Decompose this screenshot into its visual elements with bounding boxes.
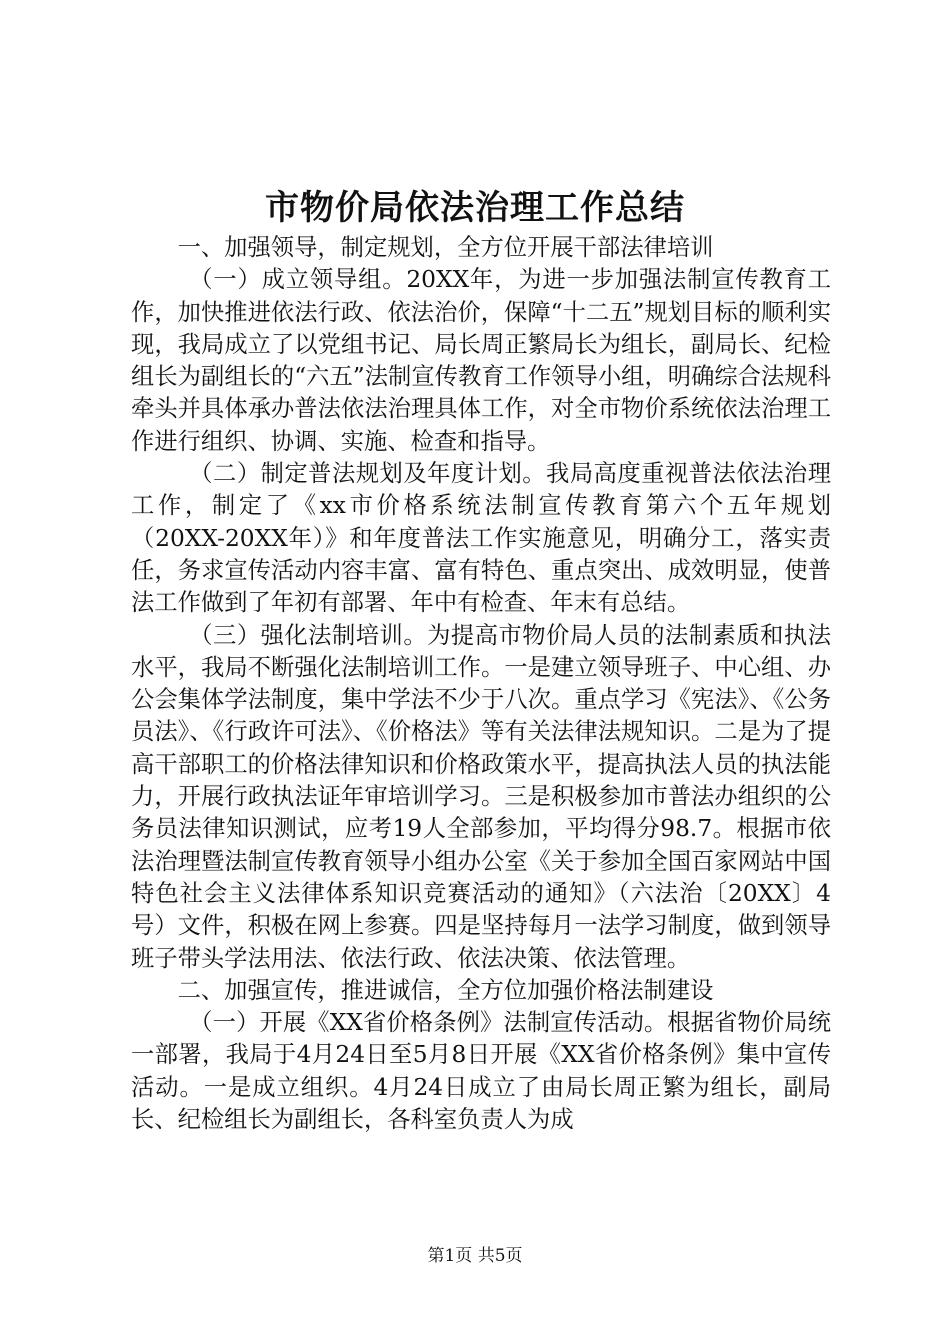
document-title: 市物价局依法治理工作总结 [265, 188, 685, 228]
section-heading: 二、加强宣传，推进诚信，全方位加强价格法制建设 [177, 976, 714, 1004]
body-paragraph: （二）制定普法规划及年度计划。我局高度重视普法依法治理工作，制定了《xx市价格系统法制宣传教育第六个五年规划（20XX-20XX年）》和年度普法工作实施意见，明确分工，落实责任，务求宣传活动内容丰富、富有特色、重点突出、成效明显，使普法工作做到了年初有部署、年中有检查、年末有总结。 [131, 460, 831, 617]
body-paragraph: （一）成立领导组。20XX年，为进一步加强法制宣传教育工作，加快推进依法行政、依法治价，保障“十二五”规划目标的顺利实现，我局成立了以党组书记、局长周正繁局长为组长，副局长、纪检组长为副组长的“六五”法制宣传教育工作领导小组，明确综合法规科牵头并具体承办普法依法治理具体工作，对全市物价系统依法治理工作进行组织、协调、实施、检查和指导。 [131, 266, 831, 455]
body-paragraph: （三）强化法制培训。为提高市物价局人员的法制素质和执法水平，我局不断强化法制培训工作。一是建立领导班子、中心组、办公会集体学法制度，集中学法不少于八次。重点学习《宪法》、《公务员法》、《行政许可法》、《价格法》等有关法律法规知识。二是为了提高干部职工的价格法律知识和价格政策水平，提高执法人员的执法能力，开展行政执法证年审培训学习。三是积极参加市普法办组织的公务员法律知识测试，应考19人全部参加，平均得分98.7。根据市依法治理暨法制宣传教育领导小组办公室《关于参加全国百家网站中国特色社会主义法律体系知识竞赛活动的通知》（六法治〔20XX〕4号）文件，积极在网上参赛。四是坚持每月一法学习制度，做到领导班子带头学法用法、依法行政、依法决策、依法管理。 [131, 621, 831, 972]
document-body [131, 232, 831, 1136]
page-footer: 第1页 共5页 [427, 1246, 523, 1266]
body-paragraph: （一）开展《XX省价格条例》法制宣传活动。根据省物价局统一部署，我局于4月24日至5月8日开展《XX省价格条例》集中宣传活动。一是成立组织。4月24日成立了由局长周正繁为组长，副局长、纪检组长为副组长，各科室负责人为成 [131, 1009, 831, 1134]
section-heading: 一、加强领导，制定规划，全方位开展干部法律培训 [177, 234, 714, 261]
